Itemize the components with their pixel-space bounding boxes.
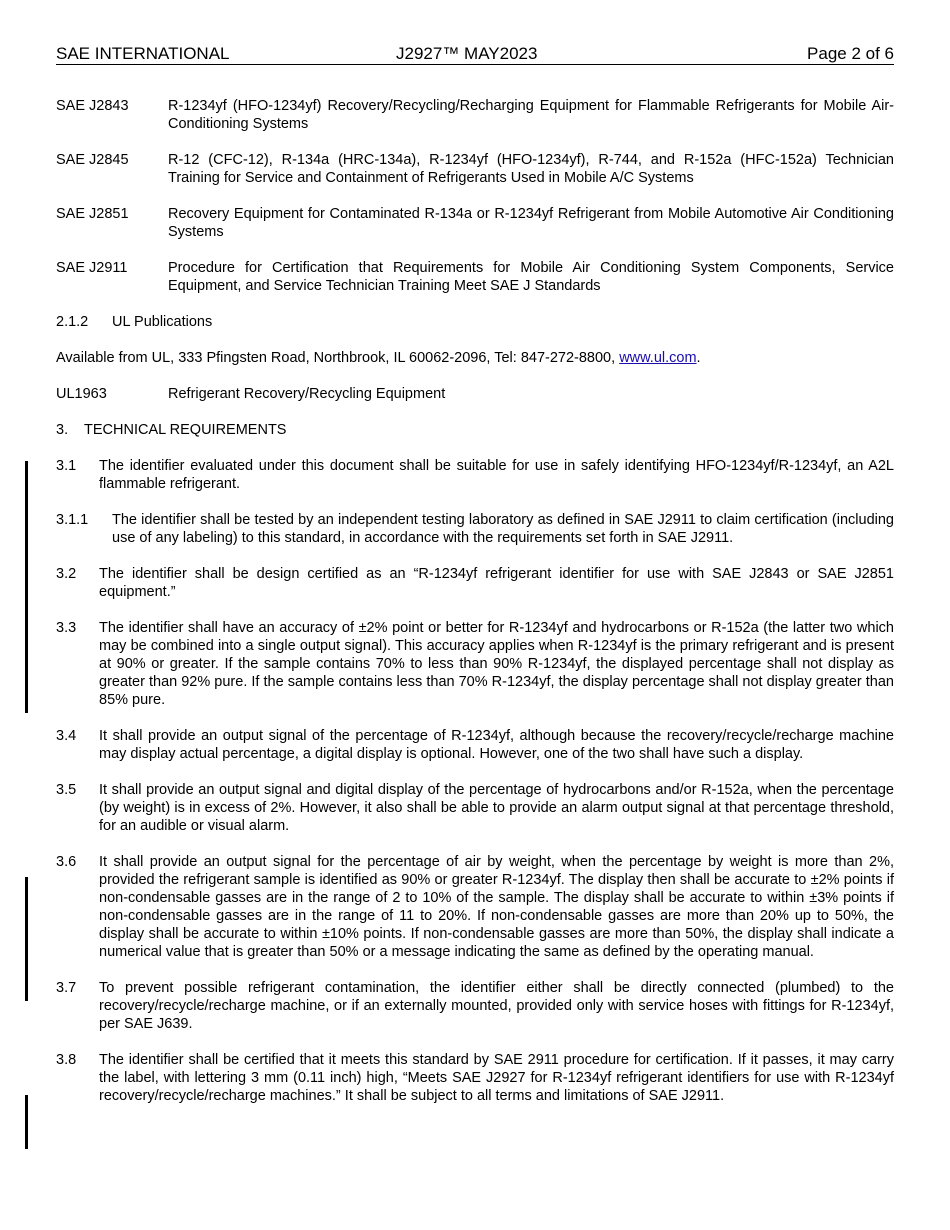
- requirement-item: [56, 619, 894, 709]
- page-header: [56, 44, 894, 65]
- reference-code: SAE J2911: [56, 260, 128, 276]
- requirement-number: 3.5: [56, 782, 77, 798]
- header-doc-id: J2927™ MAY2023: [396, 44, 538, 63]
- requirement-text: The identifier shall be design certified as an “R-1234yf refrigerant identifier for use with SAE J2843 or SAE J2851 equipment.”: [99, 566, 894, 600]
- requirement-text: To prevent possible refrigerant contamination, the identifier either shall be directly connected (plumbed) to the recovery/recycle/recharge machine, or if an externally mounted, provided only with service hoses with fittings for R-1234yf, per SAE J639.: [99, 980, 894, 1032]
- requirement-number: 3.3: [56, 620, 77, 636]
- reference-code: UL1963: [56, 386, 107, 402]
- reference-title: Recovery Equipment for Contaminated R-134a or R-1234yf Refrigerant from Mobile Automotive Air Conditioning Systems: [168, 206, 894, 240]
- requirement-text: It shall provide an output signal and digital display of the percentage of hydrocarbons and/or R-152a, when the percentage (by weight) is in excess of 2%. However, it also shall be able to provide an alarm output signal at that percentage threshold, for an audible or visual alarm.: [99, 782, 894, 834]
- reference-code: SAE J2845: [56, 152, 129, 168]
- document-body: [56, 97, 894, 1123]
- reference-item: [56, 259, 894, 295]
- reference-code: SAE J2851: [56, 206, 129, 222]
- reference-item: [56, 151, 894, 187]
- section-number: 3.: [56, 422, 69, 438]
- technical-requirements-heading: [56, 421, 894, 439]
- change-bar: [25, 461, 28, 713]
- requirement-text: The identifier shall be tested by an independent testing laboratory as defined in SAE J2911 to claim certification (including use of any labeling) to this standard, in accordance with the requirements set forth in SAE J2911.: [112, 512, 894, 546]
- section-title: TECHNICAL REQUIREMENTS: [84, 422, 287, 438]
- requirement-item: [56, 979, 894, 1033]
- requirement-text: The identifier shall have an accuracy of ±2% point or better for R-1234yf and hydrocarbons or R-152a (the latter two which may be combined into a single output signal). This accuracy applies when R-1234yf is the primary refrigerant and is present at 90% or greater. If the sample contains 70% to less than 90% R-1234yf, the displayed percentage shall not display as greater than 92% pure. If the sample contains less than 70% R-1234yf, the display percentage shall not display greater than 85% pure.: [99, 620, 894, 708]
- change-bar: [25, 1095, 28, 1149]
- requirement-number: 3.4: [56, 728, 77, 744]
- requirement-item: [56, 457, 894, 493]
- reference-title: R-12 (CFC-12), R-134a (HRC-134a), R-1234yf (HFO-1234yf), R-744, and R-152a (HFC-152a) Technician Training for Service and Containment of Refrigerants Used in Mobile A/C Systems: [168, 152, 894, 186]
- change-bar: [25, 877, 28, 1001]
- ul-website-link[interactable]: www.ul.com: [619, 350, 697, 366]
- requirement-text: It shall provide an output signal for the percentage of air by weight, when the percentage by weight is more than 2%, provided the refrigerant sample is identified as 90% or greater R-1234yf. The display then shall be accurate to ±2% points if non-condensable gasses are in the range of 2 to 10% of the sample. The display shall be accurate to within ±3% points if non-condensable gasses are in the range of 11 to 20%. If non-condensable gasses are more than 20% up to 50%, the display shall be accurate to within ±10% points. If non-condensable gasses are more than 50%, the display shall indicate a numerical value that is greater than 50% or a message indicating the same as defined by the operating manual.: [99, 854, 894, 960]
- requirement-text: It shall provide an output signal of the percentage of R-1234yf, although because the recovery/recycle/recharge machine may display actual percentage, a digital display is optional. However, one of the two shall have such a display.: [99, 728, 894, 762]
- requirement-number: 3.7: [56, 980, 77, 996]
- requirement-item: [56, 565, 894, 601]
- requirement-item: [56, 853, 894, 961]
- section-number: 2.1.2: [56, 314, 89, 330]
- requirement-text: The identifier shall be certified that it meets this standard by SAE 2911 procedure for certification. If it passes, it may carry the label, with lettering 3 mm (0.11 inch) high, “Meets SAE J2927 for R-1234yf refrigerant identifiers for use with R-1234yf recovery/recycle/recharge machines.” It shall be subject to all terms and limitations of SAE J2911.: [99, 1052, 894, 1104]
- ul-publications-heading: [56, 313, 894, 331]
- requirement-text: The identifier evaluated under this document shall be suitable for use in safely identifying HFO-1234yf/R-1234yf, an A2L flammable refrigerant.: [99, 458, 894, 492]
- requirement-item: [56, 1051, 894, 1105]
- availability-suffix: .: [696, 350, 701, 366]
- section-title: UL Publications: [112, 314, 213, 330]
- requirement-number: 3.8: [56, 1052, 77, 1068]
- requirement-item: [56, 727, 894, 763]
- requirement-number: 3.2: [56, 566, 77, 582]
- requirement-item: [56, 781, 894, 835]
- reference-item: [56, 205, 894, 241]
- requirement-number: 3.1.1: [56, 512, 89, 528]
- reference-code: SAE J2843: [56, 98, 129, 114]
- reference-title: Refrigerant Recovery/Recycling Equipment: [168, 386, 446, 402]
- requirement-number: 3.1: [56, 458, 77, 474]
- header-org: SAE INTERNATIONAL: [56, 44, 230, 63]
- availability-text: Available from UL, 333 Pfingsten Road, Northbrook, IL 60062-2096, Tel: 847-272-8800,: [56, 350, 620, 366]
- requirement-number: 3.6: [56, 854, 77, 870]
- reference-item: [56, 97, 894, 133]
- header-page-number: Page 2 of 6: [807, 44, 894, 63]
- requirement-item: [56, 511, 894, 547]
- reference-title: Procedure for Certification that Requirements for Mobile Air Conditioning System Components, Service Equipment, and Service Technician Training Meet SAE J Standards: [168, 260, 894, 294]
- ul-availability: [56, 349, 894, 367]
- reference-title: R-1234yf (HFO-1234yf) Recovery/Recycling/Recharging Equipment for Flammable Refrigerants for Mobile Air-Conditioning Systems: [168, 98, 894, 132]
- reference-item: [56, 385, 894, 403]
